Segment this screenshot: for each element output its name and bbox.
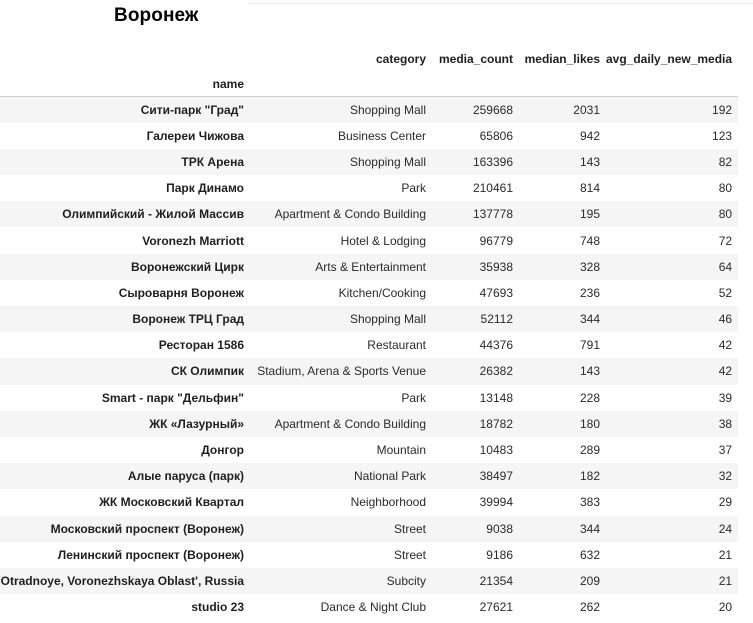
table-row <box>0 385 738 411</box>
cell-median-likes: 344 <box>579 312 600 327</box>
row-name: Ленинский проспект (Воронеж) <box>57 547 244 562</box>
cell-media-count: 44376 <box>479 338 513 353</box>
cell-avg-daily-new-media: 21 <box>718 573 733 588</box>
cell-avg-daily-new-media: 42 <box>718 364 733 379</box>
row-name: Алые паруса (парк) <box>127 469 244 484</box>
cell-media-count: 39994 <box>479 495 513 510</box>
cell-avg-daily-new-media: 64 <box>718 259 733 274</box>
cell-avg-daily-new-media: 42 <box>718 338 733 353</box>
cell-media-count: 259668 <box>472 102 513 117</box>
cell-media-count: 10483 <box>479 443 513 458</box>
cell-median-likes: 236 <box>579 285 600 300</box>
table-row <box>0 227 738 253</box>
cell-median-likes: 195 <box>579 207 600 222</box>
table-row <box>0 358 738 384</box>
column-header-media-count: media_count <box>438 52 513 66</box>
table-row <box>0 594 738 620</box>
cell-media-count: 52112 <box>480 312 513 327</box>
cell-median-likes: 209 <box>579 573 600 588</box>
table-row <box>0 332 738 358</box>
row-name: Парк Динамо <box>166 181 244 196</box>
cell-median-likes: 2031 <box>573 102 600 117</box>
cell-media-count: 9186 <box>486 547 513 562</box>
table-row <box>0 97 738 123</box>
row-name: Воронежский Цирк <box>130 259 244 274</box>
cell-median-likes: 328 <box>579 259 600 274</box>
dataframe-table <box>0 46 738 620</box>
cell-media-count: 65806 <box>479 128 513 143</box>
cell-median-likes: 143 <box>579 364 600 379</box>
cell-category: Restaurant <box>367 338 426 353</box>
cell-media-count: 137778 <box>472 207 513 222</box>
row-name: Воронеж ТРЦ Град <box>132 312 244 327</box>
cell-media-count: 9038 <box>486 521 513 536</box>
table-row <box>0 489 738 515</box>
table-row <box>0 437 738 463</box>
cell-avg-daily-new-media: 20 <box>718 600 733 615</box>
row-name: СК Олимпик <box>170 364 244 379</box>
cell-median-likes: 344 <box>579 521 600 536</box>
column-header-category: category <box>375 52 426 66</box>
cell-media-count: 13148 <box>479 390 513 405</box>
table-row <box>0 306 738 332</box>
row-name: Московский проспект (Воронеж) <box>50 521 244 536</box>
cell-media-count: 26382 <box>479 364 513 379</box>
cell-category: Park <box>401 390 426 405</box>
column-header-median-likes: median_likes <box>524 52 600 66</box>
cell-avg-daily-new-media: 192 <box>712 102 733 117</box>
table-row <box>0 463 738 489</box>
row-name: ТРК Арена <box>181 154 244 169</box>
cell-median-likes: 942 <box>579 128 600 143</box>
table-row <box>0 254 738 280</box>
cell-avg-daily-new-media: 38 <box>718 416 733 431</box>
row-name: studio 23 <box>191 600 244 615</box>
table-row <box>0 175 738 201</box>
row-name: Олимпийский - Жилой Массив <box>62 207 244 222</box>
cell-avg-daily-new-media: 39 <box>718 390 733 405</box>
row-name: ЖК Московский Квартал <box>99 495 244 510</box>
column-header-row <box>0 46 738 72</box>
cell-category: National Park <box>353 469 426 484</box>
table-row <box>0 516 738 542</box>
cell-median-likes: 383 <box>579 495 600 510</box>
row-name: Галереи Чижова <box>146 128 244 143</box>
header-blank <box>0 46 250 72</box>
cell-category: Subcity <box>386 573 426 588</box>
cell-category: Arts & Entertainment <box>315 259 426 274</box>
cell-category: Shopping Mall <box>349 312 426 327</box>
cell-avg-daily-new-media: 24 <box>718 521 733 536</box>
cell-avg-daily-new-media: 37 <box>718 443 733 458</box>
table-row <box>0 280 738 306</box>
cell-category: Dance & Night Club <box>320 600 426 615</box>
cell-media-count: 21354 <box>479 573 513 588</box>
cell-category: Stadium, Arena & Sports Venue <box>257 364 426 379</box>
table-row <box>0 149 738 175</box>
table-row <box>0 542 738 568</box>
cell-avg-daily-new-media: 80 <box>718 181 733 196</box>
cell-category: Park <box>401 181 426 196</box>
cell-avg-daily-new-media: 72 <box>718 233 733 248</box>
cell-median-likes: 289 <box>579 443 600 458</box>
cell-media-count: 163396 <box>472 154 513 169</box>
cell-median-likes: 228 <box>579 390 600 405</box>
cell-category: Shopping Mall <box>349 154 426 169</box>
cell-avg-daily-new-media: 80 <box>718 207 733 222</box>
cell-avg-daily-new-media: 21 <box>718 547 733 562</box>
row-name: Сыроварня Воронеж <box>118 285 244 300</box>
row-name: Otradnoye, Voronezhskaya Oblast', Russia <box>0 573 244 588</box>
cell-category: Street <box>393 547 426 562</box>
cell-category: Street <box>393 521 426 536</box>
index-header-name: name <box>0 72 250 97</box>
index-header-row <box>0 72 738 97</box>
cell-media-count: 27621 <box>479 600 513 615</box>
cell-median-likes: 632 <box>579 547 600 562</box>
cell-median-likes: 180 <box>579 416 600 431</box>
row-name: Донгор <box>201 443 244 458</box>
cell-avg-daily-new-media: 46 <box>718 312 733 327</box>
top-divider <box>248 3 753 4</box>
cell-category: Hotel & Lodging <box>340 233 426 248</box>
cell-avg-daily-new-media: 82 <box>718 154 733 169</box>
cell-category: Mountain <box>376 443 426 458</box>
cell-median-likes: 814 <box>579 181 600 196</box>
row-name: ЖК «Лазурный» <box>149 416 244 431</box>
row-name: Smart - парк "Дельфин" <box>101 390 244 405</box>
row-name: Ресторан 1586 <box>158 338 244 353</box>
table-row <box>0 123 738 149</box>
cell-category: Business Center <box>337 128 426 143</box>
cell-category: Apartment & Condo Building <box>274 416 426 431</box>
cell-media-count: 38497 <box>479 469 513 484</box>
row-name: Voronezh Marriott <box>142 233 244 248</box>
cell-median-likes: 143 <box>579 154 600 169</box>
cell-category: Kitchen/Cooking <box>338 285 426 300</box>
table-body <box>0 97 738 621</box>
cell-media-count: 47693 <box>479 285 513 300</box>
cell-avg-daily-new-media: 32 <box>718 469 733 484</box>
table-row <box>0 568 738 594</box>
cell-avg-daily-new-media: 29 <box>718 495 733 510</box>
cell-median-likes: 182 <box>579 469 600 484</box>
row-name: Сити-парк "Град" <box>140 102 244 117</box>
cell-media-count: 210461 <box>472 181 513 196</box>
cell-category: Apartment & Condo Building <box>274 207 426 222</box>
cell-avg-daily-new-media: 123 <box>712 128 733 143</box>
cell-median-likes: 748 <box>579 233 600 248</box>
column-header-avg-daily-new-media: avg_daily_new_media <box>606 52 733 66</box>
cell-media-count: 35938 <box>479 259 513 274</box>
cell-media-count: 96779 <box>479 233 513 248</box>
page-title: Воронеж <box>114 5 199 26</box>
table-row <box>0 411 738 437</box>
cell-category: Shopping Mall <box>349 102 426 117</box>
cell-media-count: 18782 <box>479 416 513 431</box>
table-row <box>0 201 738 227</box>
cell-category: Neighborhood <box>350 495 426 510</box>
cell-avg-daily-new-media: 52 <box>718 285 733 300</box>
cell-median-likes: 262 <box>579 600 600 615</box>
cell-median-likes: 791 <box>579 338 600 353</box>
